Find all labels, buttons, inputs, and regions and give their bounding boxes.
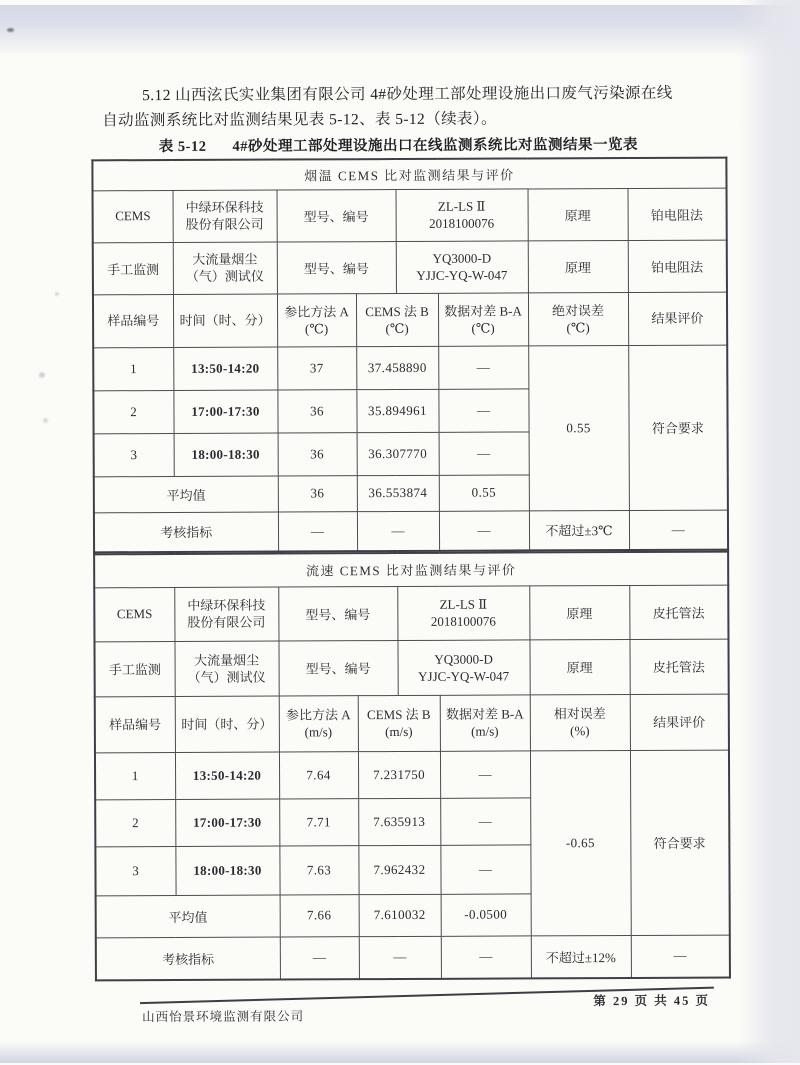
cell-diff-value: -0.0500: [441, 893, 531, 935]
col-header-cems: [358, 695, 440, 751]
cell-cems-value: 35.894961: [356, 389, 438, 432]
cell-time: 18:00-18:30: [174, 433, 278, 476]
model-line: ZL-LS Ⅱ: [439, 596, 488, 612]
cell-diff-value: —: [438, 388, 528, 431]
col-header-sample: 样品编号: [93, 294, 173, 347]
cell-time: 13:50-14:20: [173, 347, 277, 390]
cell-vendor: [173, 190, 277, 242]
intro-line-1: 5.12 山西泫氏实业集团有限公司 4#砂处理工部处理设施出口废气污染源在线: [142, 84, 673, 105]
model-line: 2018100076: [429, 215, 495, 231]
header-line: (℃): [471, 320, 495, 336]
model-line: YQ3000-D: [432, 250, 492, 266]
cell-diff-value: —: [440, 797, 530, 844]
cell-diff-value: —: [439, 431, 529, 474]
col-header-error: [530, 694, 630, 750]
cell-ref-value: 7.64: [279, 751, 358, 798]
header-line: 相对误差: [553, 706, 606, 722]
vendor-line: 中绿环保科技: [185, 199, 264, 215]
table-row: [93, 240, 727, 295]
vendor-line: （气）测试仪: [185, 268, 264, 284]
col-header-time: 时间（时、分）: [175, 696, 279, 752]
header-line: (℃): [304, 320, 329, 336]
cell-error-value: 0.55: [528, 345, 629, 510]
cell-ref-value: —: [280, 936, 359, 979]
cell-cems-value: 7.610032: [359, 894, 441, 936]
col-header-sample: 样品编号: [95, 696, 175, 752]
cell-result-value: 符合要求: [628, 345, 728, 510]
temperature-cems-table: [91, 157, 729, 554]
cell-system: CEMS: [94, 587, 174, 641]
cell-cems-value: —: [357, 511, 439, 551]
header-line: (%): [570, 723, 590, 739]
col-header-diff: [438, 292, 528, 345]
header-line: (m/s): [304, 724, 333, 740]
footer-page-number: 第 29 页 共 45 页: [593, 993, 711, 1009]
cell-vendor: [174, 587, 278, 641]
assessment-row: [96, 935, 730, 981]
cell-ref-value: —: [278, 511, 357, 551]
cell-diff-value: 0.55: [439, 474, 529, 510]
header-line: 参比方法 A: [285, 707, 351, 723]
header-line: CEMS 法 B: [365, 303, 429, 319]
cell-diff-value: —: [439, 510, 529, 550]
cell-model-label: 型号、编号: [277, 189, 396, 242]
cell-principle-value: 皮托管法: [629, 585, 728, 639]
section-title: 烟温 CEMS 比对监测结果与评价: [92, 158, 726, 191]
cell-principle-label: 原理: [529, 585, 629, 639]
cell-sample-no: 3: [94, 433, 174, 476]
table-row: [94, 639, 728, 697]
cell-principle-value: 铂电阻法: [628, 188, 727, 240]
cell-principle-label: 原理: [528, 240, 628, 292]
cell-system: 手工监测: [93, 242, 173, 294]
col-header-ref: [277, 293, 356, 346]
cell-ref-value: 7.66: [280, 894, 359, 936]
col-header-cems: [356, 293, 438, 346]
header-line: 数据对差 B-A: [445, 706, 524, 722]
cell-model-label: 型号、编号: [278, 640, 397, 696]
cell-model-value: [397, 585, 529, 640]
cell-principle-value: 铂电阻法: [628, 240, 727, 292]
cell-ref-value: 36: [278, 432, 357, 475]
model-line: ZL-LS Ⅱ: [437, 198, 486, 214]
cell-cems-value: 36.553874: [357, 475, 439, 511]
cell-ref-value: 36: [277, 389, 356, 432]
cell-cems-value: 7.962432: [358, 845, 440, 894]
vendor-line: 大流量烟尘: [192, 251, 258, 267]
cell-average-label: 平均值: [94, 476, 278, 513]
col-header-result: 结果评价: [630, 694, 729, 750]
section-title: 流速 CEMS 比对监测结果与评价: [94, 552, 728, 588]
cell-vendor: [174, 641, 278, 696]
cell-time: 17:00-17:30: [175, 799, 279, 846]
cell-sample-no: 2: [93, 390, 173, 433]
cell-cems-value: 7.635913: [358, 798, 440, 845]
cell-assess-label: 考核指标: [94, 512, 278, 553]
cell-result-value: 符合要求: [630, 750, 730, 935]
model-line: 2018100076: [430, 613, 496, 629]
cell-assess-label: 考核指标: [96, 937, 280, 981]
vendor-line: 股份有限公司: [187, 614, 266, 630]
col-header-result: 结果评价: [628, 292, 727, 345]
intro-paragraph: [102, 81, 712, 134]
velocity-cems-table: [93, 551, 731, 982]
table-caption: [0, 132, 798, 156]
table-row: [92, 158, 726, 191]
cell-average-label: 平均值: [96, 895, 280, 938]
cell-diff-value: —: [438, 345, 528, 388]
cell-result-value: —: [631, 935, 730, 978]
col-header-diff: [440, 694, 530, 750]
cell-cems-value: 37.458890: [356, 346, 438, 389]
cell-time: 18:00-18:30: [175, 846, 279, 895]
table-caption-title: 4#砂处理工部处理设施出口在线监测系统比对监测结果一览表: [232, 136, 638, 155]
sample-row: [93, 345, 727, 391]
header-line: 数据对差 B-A: [444, 302, 522, 319]
table-row: [93, 188, 727, 243]
cell-system: 手工监测: [94, 641, 174, 696]
header-line: CEMS 法 B: [366, 706, 431, 723]
cell-ref-value: 7.71: [279, 798, 358, 845]
cell-vendor: [173, 242, 277, 294]
vendor-line: 中绿环保科技: [187, 597, 266, 613]
cell-model-value: [397, 639, 529, 695]
cell-principle-value: 皮托管法: [629, 639, 728, 694]
vendor-line: （气）测试仪: [187, 669, 266, 685]
footer-company-name: 山西怡景环境监测有限公司: [142, 1009, 305, 1025]
sample-row: [95, 750, 729, 800]
cell-ref-value: 36: [278, 475, 357, 511]
cell-cems-value: —: [359, 936, 441, 979]
col-header-error: [528, 292, 628, 345]
header-line: (℃): [566, 319, 590, 335]
cell-error-value: -0.65: [530, 750, 631, 935]
cell-system: CEMS: [93, 190, 173, 242]
col-header-time: 时间（时、分）: [173, 294, 277, 347]
cell-model-value: [396, 188, 528, 241]
header-line: 参比方法 A: [284, 303, 349, 320]
assessment-row: [94, 510, 728, 553]
header-line: 绝对误差: [551, 302, 605, 318]
cell-ref-value: 7.63: [279, 845, 358, 894]
cell-cems-value: 7.231750: [358, 751, 440, 798]
col-header-ref: [279, 695, 358, 751]
cell-sample-no: 2: [95, 799, 175, 846]
cell-limit-value: 不超过±12%: [531, 935, 631, 978]
header-line: (m/s): [385, 723, 413, 740]
cell-cems-value: 36.307770: [357, 432, 439, 475]
table-row: [94, 585, 728, 642]
cell-time: 17:00-17:30: [173, 390, 277, 433]
model-line: YJJC-YQ-W-047: [416, 267, 508, 283]
cell-diff-value: —: [440, 844, 530, 893]
cell-sample-no: 3: [95, 846, 175, 895]
intro-line-2: 自动监测系统比对监测结果见表 5-12、表 5-12（续表）。: [102, 110, 497, 130]
header-line: (℃): [385, 320, 409, 336]
cell-ref-value: 37: [277, 346, 356, 389]
cell-diff-value: —: [440, 750, 530, 797]
model-line: YQ3000-D: [434, 651, 493, 667]
table-row: [94, 552, 728, 588]
table-header-row: [95, 694, 729, 753]
cell-diff-value: —: [441, 935, 531, 978]
vendor-line: 大流量烟尘: [194, 652, 260, 668]
header-line: (m/s): [471, 723, 499, 739]
cell-model-value: [396, 240, 528, 293]
cell-model-label: 型号、编号: [277, 241, 396, 294]
cell-principle-label: 原理: [529, 639, 629, 694]
cell-sample-no: 1: [93, 347, 173, 390]
vendor-line: 股份有限公司: [185, 216, 264, 232]
table-header-row: [93, 292, 727, 348]
cell-time: 13:50-14:20: [175, 752, 279, 799]
model-line: YJJC-YQ-W-047: [418, 668, 510, 684]
cell-result-value: —: [629, 510, 728, 550]
cell-model-label: 型号、编号: [278, 586, 397, 641]
cell-limit-value: 不超过±3℃: [529, 510, 629, 550]
cell-principle-label: 原理: [528, 188, 628, 240]
cell-sample-no: 1: [95, 752, 175, 799]
table-caption-label: 表 5-12: [158, 138, 207, 156]
